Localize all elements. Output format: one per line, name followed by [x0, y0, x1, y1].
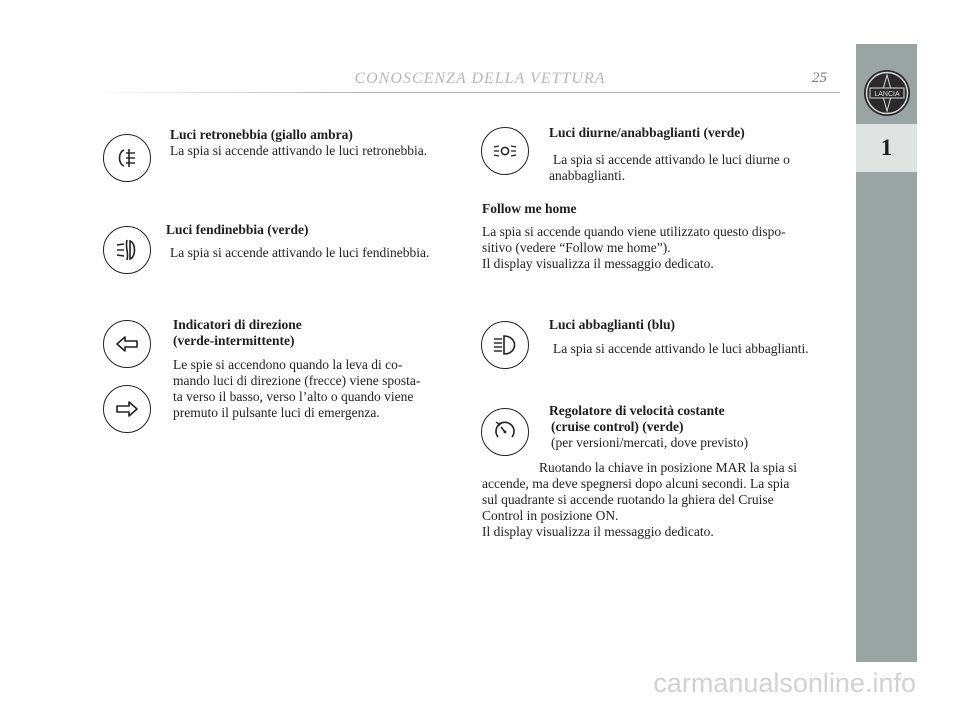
front-fog-title: Luci fendinebbia (verde) [166, 222, 309, 237]
left-turn-arrow-icon [103, 320, 151, 368]
front-fog-text: La spia si accende attivando le luci fendinebbia. [170, 245, 430, 260]
cruise-text-3: sul quadrante si accende ruotando la ghiera del Cruise [482, 492, 774, 507]
follow-me-text-2: sitivo (vedere “Follow me home”). [482, 240, 671, 255]
lancia-logo-icon [862, 68, 912, 118]
page-number: 25 [812, 70, 827, 86]
daytime-title: Luci diurne/anabbaglianti (verde) [549, 125, 745, 140]
cruise-title: Regolatore di velocità costante [549, 403, 725, 418]
indicators-title: Indicatori di direzione [173, 317, 302, 332]
chapter-number: 1 [856, 124, 917, 172]
cruise-availability: (per versioni/mercati, dove previsto) [551, 435, 749, 450]
header-divider [95, 92, 840, 93]
right-turn-arrow-icon [103, 385, 151, 433]
cruise-text-2: accende, ma deve spegnersi dopo alcuni secondi. La spia [482, 476, 790, 491]
rear-fog-text: La spia si accende attivando le luci retronebbia. [170, 143, 428, 158]
cruise-text-4: Control in posizione ON. [482, 508, 619, 523]
low-beam-icon [481, 127, 529, 175]
cruise-subtitle: (cruise control) (verde) [551, 419, 684, 434]
indicators-text-2: mando luci di direzione (frecce) viene sposta- [173, 373, 421, 388]
cruise-control-icon [481, 408, 529, 456]
high-beam-title: Luci abbaglianti (blu) [549, 317, 676, 332]
follow-me-text-3: Il display visualizza il messaggio dedicato. [482, 256, 714, 271]
indicators-text-4: premuto il pulsante luci di emergenza. [173, 405, 380, 420]
svg-text:LANCIA: LANCIA [874, 91, 900, 98]
cruise-text-1: Ruotando la chiave in posizione MAR la spia si [539, 460, 797, 475]
indicators-subtitle: (verde-intermittente) [173, 333, 295, 348]
cruise-text-5: Il display visualizza il messaggio dedicato. [482, 524, 714, 539]
high-beam-icon [481, 321, 529, 369]
follow-me-text-1: La spia si accende quando viene utilizzato questo dispo- [482, 224, 786, 239]
daytime-text-1: La spia si accende attivando le luci diurne o [553, 152, 790, 167]
rear-fog-light-icon [103, 134, 151, 182]
high-beam-text: La spia si accende attivando le luci abbaglianti. [553, 341, 809, 356]
front-fog-light-icon [103, 226, 151, 274]
watermark: carmanualsonline.info [653, 668, 916, 698]
section-title: CONOSCENZA DELLA VETTURA [354, 70, 606, 87]
daytime-text-2: anabbaglianti. [549, 168, 626, 183]
indicators-text-1: Le spie si accendono quando la leva di co- [173, 357, 403, 372]
follow-me-title: Follow me home [482, 201, 577, 216]
indicators-text-3: ta verso il basso, verso l’alto o quando viene [173, 389, 414, 404]
rear-fog-title: Luci retronebbia (giallo ambra) [170, 127, 353, 142]
